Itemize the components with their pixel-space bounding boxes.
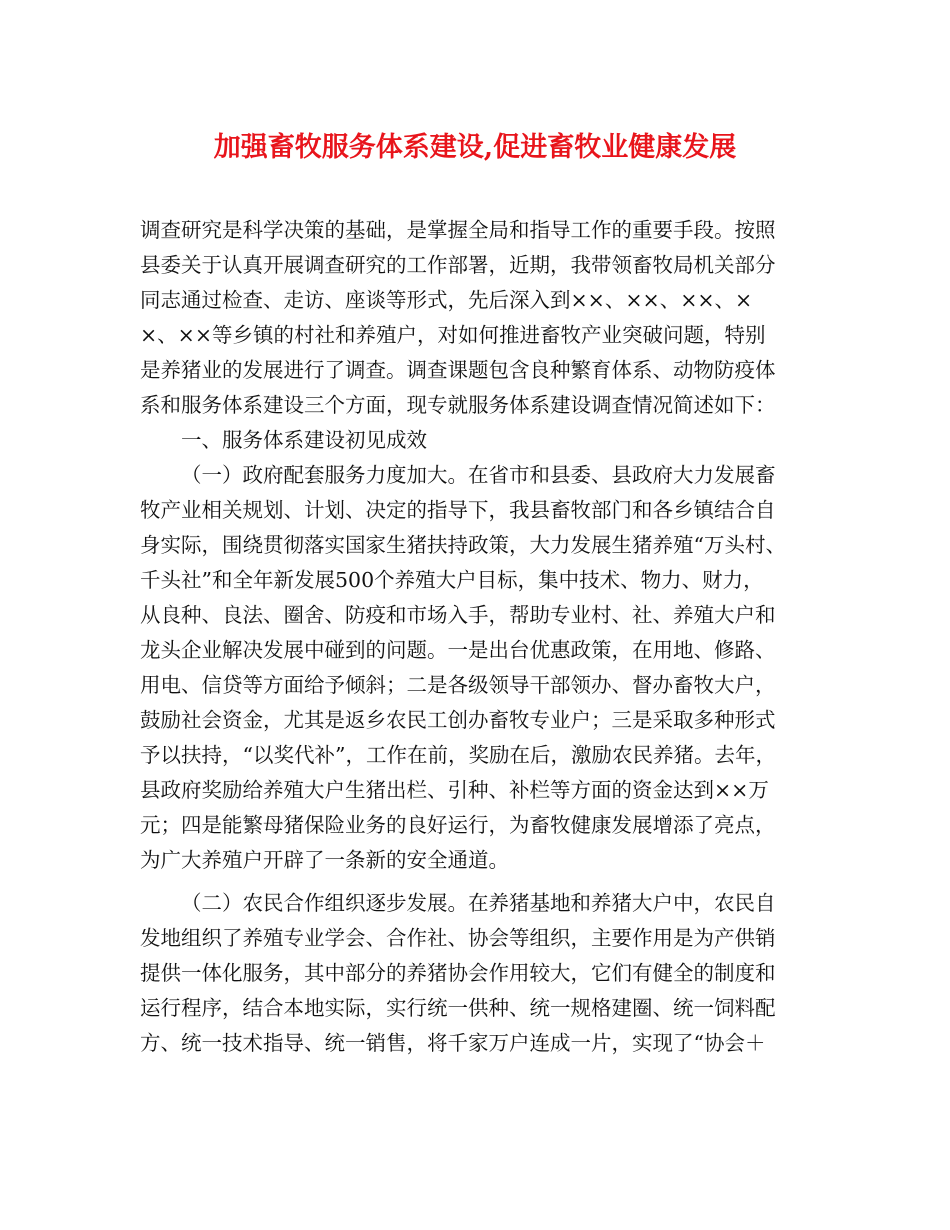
text-line: 方、统一技术指导、统一销售，将千家万户连成一片，实现了“协会＋ bbox=[140, 1031, 766, 1055]
text-line: 为广大养殖户开辟了一条新的安全通道。 bbox=[140, 848, 509, 872]
text-line: 县委关于认真开展调查研究的工作部署，近期，我带领畜牧局机关部分 bbox=[140, 253, 776, 277]
text-line: 用电、信贷等方面给予倾斜；二是各级领导干部领办、督办畜牧大户， bbox=[140, 673, 776, 697]
text-line: 予以扶持，“以奖代补”，工作在前，奖励在后，激励农民养猪。去年， bbox=[140, 743, 776, 767]
text-line: 牧产业相关规划、计划、决定的指导下，我县畜牧部门和各乡镇结合自 bbox=[140, 498, 776, 522]
paragraph-government-services bbox=[140, 458, 820, 878]
text-line: 龙头企业解决发展中碰到的问题。一是出台优惠政策，在用地、修路、 bbox=[140, 638, 776, 662]
paragraph-gap bbox=[140, 878, 820, 886]
text-line: 鼓励社会资金，尤其是返乡农民工创办畜牧专业户；三是采取多种形式 bbox=[140, 708, 776, 732]
text-line: 元；四是能繁母猪保险业务的良好运行，为畜牧健康发展增添了亮点， bbox=[140, 813, 776, 837]
text-line: 千头社”和全年新发展500个养殖大户目标，集中技术、物力、财力， bbox=[140, 568, 764, 592]
text-line: 同志通过检查、走访、座谈等形式，先后深入到××、××、××、× bbox=[140, 288, 753, 312]
text-line: 调查研究是科学决策的基础，是掌握全局和指导工作的重要手段。按照 bbox=[140, 218, 776, 242]
text-line: 系和服务体系建设三个方面，现专就服务体系建设调查情况简述如下： bbox=[140, 393, 776, 417]
text-line: 提供一体化服务，其中部分的养猪协会作用较大，它们有健全的制度和 bbox=[140, 961, 776, 985]
section-heading: 一、服务体系建设初见成效 bbox=[181, 428, 427, 452]
text-line: 身实际，围绕贯彻落实国家生猪扶持政策，大力发展生猪养殖“万头村、 bbox=[140, 533, 786, 557]
text-line: （一）政府配套服务力度加大。在省市和县委、县政府大力发展畜 bbox=[181, 463, 776, 487]
paragraph-farmer-cooperatives bbox=[140, 886, 820, 1061]
text-line: 从良种、良法、圈舍、防疫和市场入手，帮助专业村、社、养殖大户和 bbox=[140, 603, 776, 627]
document-title: 加强畜牧服务体系建设,促进畜牧业健康发展 bbox=[213, 132, 737, 163]
intro-paragraph bbox=[140, 213, 820, 423]
text-line: ×、××等乡镇的村社和养殖户，对如何推进畜牧产业突破问题，特别 bbox=[140, 323, 766, 347]
text-line: 县政府奖励给养殖大户生猪出栏、引种、补栏等方面的资金达到××万 bbox=[140, 778, 769, 802]
text-line: 是养猪业的发展进行了调查。调查课题包含良种繁育体系、动物防疫体 bbox=[140, 358, 776, 382]
document-body bbox=[140, 213, 820, 1061]
text-line: （二）农民合作组织逐步发展。在养猪基地和养猪大户中，农民自 bbox=[181, 891, 776, 915]
text-line: 运行程序，结合本地实际，实行统一供种、统一规格建圈、统一饲料配 bbox=[140, 996, 776, 1020]
text-line: 发地组织了养殖专业学会、合作社、协会等组织，主要作用是为产供销 bbox=[140, 926, 776, 950]
